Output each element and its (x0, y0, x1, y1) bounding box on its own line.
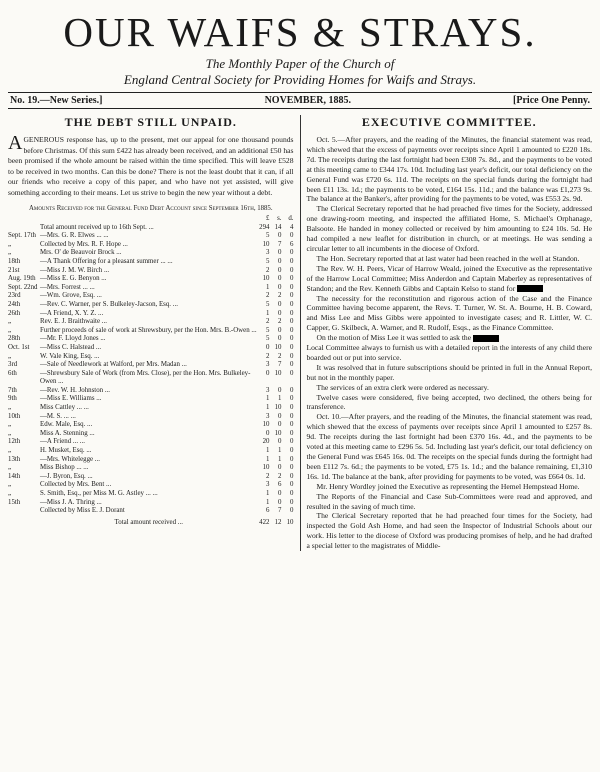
minutes-text: The Reports of the Financial and Case Sub-Committees were read and approved, and resulted in the saving of much time. (306, 491, 592, 511)
issue-bar (8, 93, 592, 108)
col-pence: d. (288, 215, 294, 222)
account-date: 9th (8, 395, 17, 403)
account-row (8, 275, 294, 284)
account-shillings: 0 (278, 309, 282, 317)
minutes-text: It was resolved that in future subscriptions should be printed in full in the Annual Report, but not in the monthly paper. (306, 362, 592, 382)
account-pounds: 2 (266, 318, 270, 326)
right-column (307, 115, 593, 551)
account-pence: 0 (290, 447, 294, 455)
account-date: 14th (8, 472, 21, 480)
account-shillings: 6 (278, 481, 282, 489)
account-description: —Miss E. G. Benyon ... (40, 275, 107, 283)
minutes-paragraph (307, 412, 593, 481)
account-pounds: 6 (266, 507, 270, 515)
account-description: Collected by Mrs. Bent ... (40, 481, 112, 489)
account-row (8, 490, 294, 499)
total-pence: 10 (286, 518, 294, 526)
account-shillings: 1 (278, 455, 282, 463)
account-shillings: 7 (278, 507, 282, 515)
account-pounds: 5 (266, 232, 270, 240)
minutes-text: The services of an extra clerk were ordered as necessary. (316, 382, 489, 392)
minutes-text: Local Committee always to furnish us with a detailed report in the interests of any child there boarded out or put into service. (306, 343, 592, 362)
account-pence: 6 (290, 240, 294, 248)
account-pounds: 5 (266, 257, 270, 265)
minutes-text: The Hon. Secretary reported that at last water had been reached in the well at Standon. (316, 253, 580, 263)
newspaper-page (8, 10, 592, 762)
account-date: „ (8, 249, 12, 257)
account-shillings: 0 (278, 421, 282, 429)
account-description: —A Friend, X. Y. Z. ... (40, 309, 104, 317)
account-pounds: 2 (266, 292, 270, 300)
account-pounds: 1 (266, 309, 270, 317)
account-shillings: 0 (278, 249, 282, 257)
col-shillings: s. (277, 215, 282, 222)
account-description: —M. S. ... ... (40, 412, 76, 420)
minutes-paragraph (307, 264, 593, 294)
account-shillings: 0 (278, 464, 282, 472)
account-pence: 0 (290, 343, 294, 351)
account-pence: 0 (290, 283, 294, 291)
accounts-heading: Amounts Received for the General Fund Debt Account since September 16th, 1885. (28, 205, 273, 212)
account-shillings: 1 (278, 395, 282, 403)
minutes-text: Twelve cases were considered, five being accepted, two declined, the others being for transference. (306, 392, 592, 412)
account-description: —Miss C. Halstead ... (40, 343, 102, 351)
minutes-paragraph (307, 343, 593, 363)
total-label: Total amount received ... (114, 518, 183, 526)
masthead-subtitle-1: The Monthly Paper of the Church of (205, 56, 395, 71)
account-date: 24th (8, 300, 21, 308)
debt-intro (8, 132, 294, 198)
account-shillings: 0 (278, 257, 282, 265)
account-pounds: 10 (262, 421, 270, 429)
minutes-paragraph (307, 393, 593, 413)
accounts-table (8, 215, 294, 527)
account-date: 15th (8, 498, 21, 506)
account-row (8, 267, 294, 276)
minutes-text: Mr. Henry Wordley joined the Executive as representing the Hemel Hempstead Home. (316, 481, 580, 491)
account-description: —Rev. C. Warner, per S. Bulkeley-Jacson, Esq. ... (40, 300, 178, 308)
account-row (8, 232, 294, 241)
account-pence: 0 (290, 498, 294, 506)
account-description: S. Smith, Esq., per Miss M. G. Astley ... ... (40, 490, 158, 497)
account-pence: 0 (290, 429, 294, 437)
account-pounds: 10 (262, 275, 270, 283)
account-pence: 0 (290, 300, 294, 308)
account-pounds: 3 (266, 412, 270, 420)
debt-intro-text: GENEROUS response has, up to the present, met our appeal for one thousand pounds before Christmas. Of this sum £422 has already been received, and an additional £50 has been promised if the whole amount be raised within the time specified. This will leave £528 to be received in two months. Can this be done? There is not the least doubt that it can, if all our friends who receive a copy of this paper, and who have not yet assisted, will give something according to their means. Let us strive to begin the new year without a debt. (8, 135, 294, 197)
minutes-text: On the motion of Miss Lee it was settled to ask the (316, 333, 472, 343)
account-pence: 0 (290, 455, 294, 463)
account-description: W. Vale King, Esq. ... (40, 352, 100, 360)
minutes-text: The necessity for the reconstitution and rigorous action of the Case and the Finance Committee having become apparent, the Revs. T. Turner, W. St. A. Bourne, H. B. Coward, and Miss Lee and Miss Gibbs were appointed to investigate cases; and R. Littler, W. C. Capper, G. Skilbeck, A. Warner, and R. Rudolf, Esqs., as the Finance Committee. (306, 293, 592, 333)
account-date: Aug. 19th (8, 275, 36, 283)
account-pence: 0 (290, 490, 294, 497)
account-row (8, 438, 294, 447)
account-description: Mrs. O' de Beauvoir Brock ... (40, 249, 122, 257)
account-shillings: 0 (278, 490, 282, 497)
account-pence: 0 (290, 361, 294, 369)
account-description: Edw. Male, Esq. ... (40, 421, 93, 429)
account-row (8, 421, 294, 430)
column-divider (300, 115, 301, 551)
account-pence: 0 (290, 275, 294, 283)
minutes-paragraph (307, 204, 593, 254)
account-row (8, 430, 294, 439)
account-shillings: 2 (278, 292, 282, 300)
redaction-bar (517, 285, 543, 292)
account-shillings: 0 (278, 438, 282, 446)
account-date: 6th (8, 369, 17, 377)
account-pounds: 1 (266, 404, 270, 412)
minutes-paragraph (307, 294, 593, 334)
account-row (8, 507, 294, 516)
account-row (8, 361, 294, 370)
account-date (8, 507, 38, 516)
account-pence: 0 (290, 386, 294, 394)
account-date (8, 224, 38, 233)
account-shillings: 0 (278, 275, 282, 283)
account-pence: 0 (290, 352, 294, 360)
account-description: —Sale of Needlework at Walford, per Mrs. Madan ... (40, 361, 187, 369)
account-date: „ (8, 421, 12, 429)
account-pounds: 1 (266, 395, 270, 403)
account-pounds: 3 (266, 249, 270, 257)
account-shillings: 0 (278, 386, 282, 394)
account-description: Total amount received up to 16th Sept. ... (40, 223, 154, 231)
account-shillings: 0 (278, 266, 282, 274)
account-pence: 0 (290, 404, 294, 412)
account-date: 23rd (8, 292, 21, 300)
account-description: Further proceeds of sale of work at Shrewsbury, per the Hon. Mrs. B.-Owen ... (40, 326, 257, 334)
account-date: 10th (8, 412, 21, 420)
account-description: —Mrs. Forrest ... ... (40, 283, 95, 291)
account-row (8, 327, 294, 336)
account-pence: 0 (290, 507, 294, 515)
debt-heading: THE DEBT STILL UNPAID. (64, 115, 237, 129)
account-description: Rev. E. J. Braithwaite ... (40, 318, 107, 326)
account-date: „ (8, 464, 12, 472)
minutes-paragraph (307, 135, 593, 204)
account-pounds: 5 (266, 335, 270, 343)
account-row (8, 310, 294, 319)
account-pounds: 3 (266, 481, 270, 489)
account-shillings: 7 (278, 240, 282, 248)
account-shillings: 0 (278, 283, 282, 291)
minutes-text: Oct. 5.—After prayers, and the reading of the Minutes, the financial statement was read, which shewed that the excess of payments over receipts since April 1 amounted to £220 18s. 7d. The receipts during the last fortnight had been £308 7s. 8d., and the payments to be voted at this meeting came to £344 17s. 10d. Including last year's deficit, our total deficiency on the General Fund was £720 6s. 11d. The receipts on the special funds during the fortnight had been £11 13s. 1d.; the payments to be voted, £164 15s. 11d.; and the balance was £1,273 9s. The balance at the Banker's, after providing for the payments to be voted, was £553 2s. 9d. (306, 135, 592, 204)
account-row (8, 370, 294, 387)
account-shillings: 0 (278, 498, 282, 506)
minutes-text: Oct. 10.—After prayers, and the reading of the Minutes, the financial statement was read, which shewed that the excess of payments over receipts since April 1 amounted to £257 8s. 9d. The receipts during the last fortnight had been £370 16s. 4d., and the payments to be voted at this meeting came to £296 5s. 5d. Including last year's deficit, our total deficiency on the General Fund was £645 16s. 0d. The receipts on the special funds during the fortnight had been £112 7s. 6d.; the payments to be voted, £75 1s. 1d.; and the balance remaining, £1,310 16s. 1d. The balance at the bank, after providing for payments to be voted, was £664 0s. 1d. (306, 412, 592, 481)
accounts-columns (8, 215, 294, 224)
total-pounds: 422 (259, 518, 270, 526)
account-shillings: 0 (278, 232, 282, 240)
account-shillings: 0 (278, 326, 282, 334)
account-pounds: 5 (266, 300, 270, 308)
account-row (8, 318, 294, 327)
account-description: —Mr. F. Lloyd Jones ... (40, 335, 106, 343)
account-date: 13th (8, 455, 21, 463)
account-shillings: 2 (278, 472, 282, 480)
account-row (8, 413, 294, 422)
account-date: „ (8, 404, 12, 412)
columns (8, 115, 592, 551)
account-pounds: 2 (266, 352, 270, 360)
account-description: —Mrs. G. R. Elwes ... ... (40, 232, 109, 240)
account-pounds: 5 (266, 326, 270, 334)
account-date: „ (8, 447, 12, 455)
account-description: —Miss E. Williams ... (40, 395, 102, 403)
account-pence: 0 (290, 335, 294, 343)
account-pence: 0 (290, 318, 294, 326)
account-date: „ (8, 352, 12, 360)
account-row (8, 473, 294, 482)
accounts-total-row (8, 516, 294, 528)
account-pence: 0 (290, 292, 294, 300)
account-shillings: 0 (278, 412, 282, 420)
account-date: 21st (8, 266, 20, 274)
account-shillings: 14 (274, 223, 282, 231)
account-row (8, 456, 294, 465)
account-row (8, 395, 294, 404)
account-row (8, 301, 294, 310)
account-description: Collected by Mrs. R. F. Hope ... (40, 240, 128, 248)
issue-price: [Price One Penny. (513, 95, 590, 106)
account-pounds: 294 (259, 223, 270, 231)
committee-heading: EXECUTIVE COMMITTEE. (361, 115, 537, 129)
account-pence: 0 (290, 249, 294, 257)
issue-date: NOVEMBER, 1885. (264, 95, 351, 106)
account-row (8, 292, 294, 301)
account-date: 3rd (8, 361, 18, 369)
account-row (8, 387, 294, 396)
account-shillings: 10 (274, 369, 282, 377)
account-shillings: 2 (278, 352, 282, 360)
account-description: Miss A. Stenning ... (40, 429, 95, 437)
account-pounds: 2 (266, 266, 270, 274)
account-row (8, 344, 294, 353)
account-date: 7th (8, 386, 17, 394)
account-row (8, 353, 294, 362)
account-row (8, 499, 294, 508)
account-description: —Miss J. M. W. Birch ... (40, 266, 110, 274)
account-pounds: 3 (266, 386, 270, 394)
account-shillings: 0 (278, 335, 282, 343)
account-row (8, 284, 294, 293)
account-date: 12th (8, 438, 21, 446)
account-pence: 0 (290, 266, 294, 274)
col-pounds: £ (266, 215, 270, 222)
account-pounds: 1 (266, 498, 270, 506)
account-row (8, 224, 294, 233)
account-description: —J. Byron, Esq. ... (40, 472, 93, 480)
account-pence: 0 (290, 395, 294, 403)
account-description: —Wm. Grove, Esq. ... (40, 292, 102, 300)
minutes-paragraph (307, 511, 593, 551)
account-shillings: 1 (278, 447, 282, 455)
account-pence: 0 (290, 481, 294, 489)
account-description: —A Thank Offering for a pleasant summer ... ... (40, 257, 173, 265)
account-description: Collected by Miss E. J. Dorant (40, 507, 125, 515)
account-shillings: 2 (278, 318, 282, 326)
account-date: „ (8, 318, 12, 326)
account-shillings: 0 (278, 300, 282, 308)
minutes-paragraph (307, 363, 593, 383)
committee-minutes (307, 135, 593, 551)
account-row (8, 481, 294, 490)
minutes-text: The Clerical Secretary reported that he had preached five times for the Society, addressed one drawing-room meeting, and inspected the affiliated Home, S. Michael's Orphanage, Balsoote. He handed in money collected or received by him amounting to £24 10s. 5d. He had compiled a new leaflet for distribution in church, or at meetings. He was sending a circular letter to all incumbents in the diocese of Oxford. (306, 204, 592, 253)
account-date: „ (8, 481, 12, 489)
bottom-rule (8, 108, 592, 109)
account-pounds: 1 (266, 490, 270, 497)
account-row (8, 335, 294, 344)
account-date: Oct. 1st (8, 343, 30, 351)
account-description: —Miss J. A. Thring ... (40, 498, 102, 506)
account-description: H. Musket, Esq. ... (40, 447, 92, 455)
account-pence: 0 (290, 257, 294, 265)
account-shillings: 10 (274, 404, 282, 412)
account-row (8, 249, 294, 258)
account-description: Miss Cattley ... ... (40, 404, 89, 412)
minutes-paragraph (307, 333, 593, 343)
account-date: „ (8, 490, 12, 497)
account-pence: 0 (290, 412, 294, 420)
account-pounds: 1 (266, 455, 270, 463)
account-description: —A Friend ... ... (40, 438, 85, 446)
account-row (8, 447, 294, 456)
account-description: —Shrewsbury Sale of Work (from Mrs. Close), per the Hon. Mrs. Bulkeley-Owen ... (40, 369, 251, 386)
minutes-text: The Clerical Secretary reported that he had preached four times for the Society, had inspected the Gold Ash Home, and had seen the Inspector of Industrial Schools about our work. His letter to the diocese of Oxford was producing promises of help, and he had drafted a special letter to the magistrates of Middle- (306, 511, 592, 551)
account-row (8, 258, 294, 267)
account-date: „ (8, 429, 12, 437)
account-date: „ (8, 240, 12, 248)
account-pence: 0 (290, 326, 294, 334)
account-pounds: 2 (266, 472, 270, 480)
account-row (8, 404, 294, 413)
minutes-paragraph (307, 383, 593, 393)
drop-cap: A (8, 132, 23, 154)
account-pounds: 0 (266, 369, 270, 377)
account-pounds: 1 (266, 283, 270, 291)
account-date: „ (8, 326, 12, 334)
account-description: —Mrs. Whitelegge ... (40, 455, 100, 463)
account-date: 28th (8, 335, 21, 343)
account-pounds: 10 (262, 240, 270, 248)
account-date: Sept. 17th (8, 232, 36, 240)
account-pence: 0 (290, 464, 294, 472)
masthead-title: OUR WAIFS & STRAYS. (63, 9, 537, 55)
account-shillings: 10 (274, 429, 282, 437)
account-pence: 0 (290, 369, 294, 377)
account-shillings: 10 (274, 343, 282, 351)
account-date: 18th (8, 257, 21, 265)
account-pounds: 20 (262, 438, 270, 446)
account-pence: 0 (290, 438, 294, 446)
account-pence: 0 (290, 232, 294, 240)
account-pounds: 10 (262, 464, 270, 472)
account-pence: 0 (290, 421, 294, 429)
left-column (8, 115, 294, 551)
account-description: Miss Bishop ... ... (40, 464, 89, 472)
minutes-paragraph (307, 492, 593, 512)
account-row (8, 241, 294, 250)
total-shillings: 12 (274, 518, 282, 526)
redaction-bar (473, 335, 499, 342)
masthead-subtitle-2: England Central Society for Providing Homes for Waifs and Strays. (123, 72, 477, 87)
account-pence: 0 (290, 472, 294, 480)
account-pounds: 1 (266, 447, 270, 455)
minutes-paragraph (307, 482, 593, 492)
account-description: —Rev. W. H. Johnston ... (40, 386, 110, 394)
account-date: Sept. 22nd (8, 283, 38, 291)
minutes-text: The Rev. W. H. Peers, Vicar of Harrow Weald, joined the Executive as the representative of the Harrow Local Committee; Miss Anderdon and Captain Maberley as representatives of Standon; and the Rev. Kenneth Gibbs and Captain Kelso to stand for (306, 263, 592, 293)
account-pence: 4 (290, 223, 294, 231)
account-pounds: 0 (266, 429, 270, 437)
account-shillings: 7 (278, 361, 282, 369)
issue-series: No. 19.—New Series.] (10, 95, 103, 106)
account-pounds: 3 (266, 361, 270, 369)
minutes-paragraph (307, 254, 593, 264)
account-pounds: 0 (266, 343, 270, 351)
account-row (8, 464, 294, 473)
account-date: 26th (8, 309, 21, 317)
account-pence: 0 (290, 309, 294, 317)
